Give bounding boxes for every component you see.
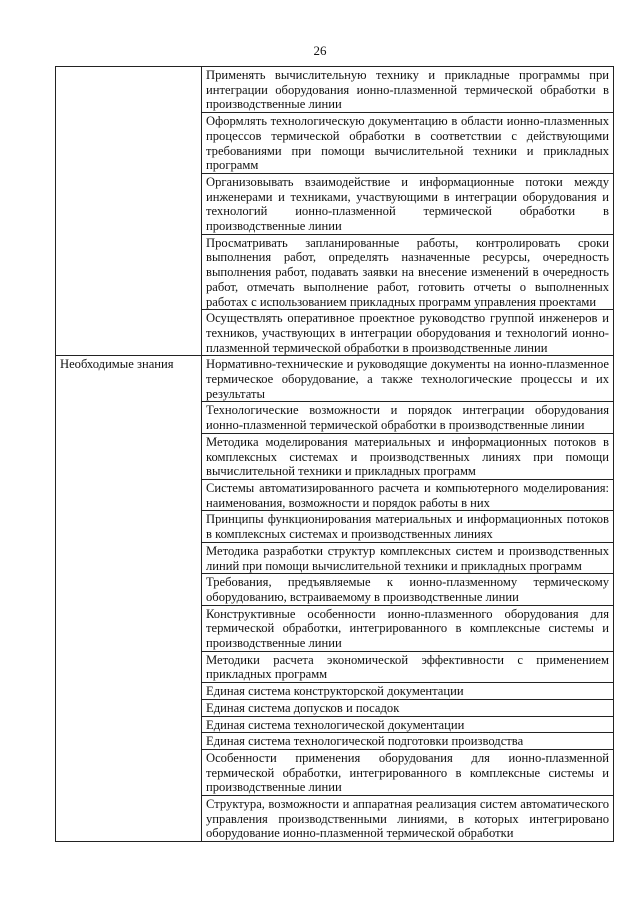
knowledge-item: Единая система технологической подготовки производства [202,733,614,750]
skill-item: Применять вычислительную технику и прикладные программы при интеграции оборудования ионно-плазменной термической обработки в производственные линии [202,67,614,113]
table-row [56,67,614,113]
knowledge-item: Системы автоматизированного расчета и компьютерного моделирования: наименования, возможности и порядок работы в них [202,479,614,510]
knowledge-item: Особенности применения оборудования для ионно-плазменной термической обработки, интегрированного в комплексные системы и производственные линии [202,749,614,795]
skill-item: Осуществлять оперативное проектное руководство группой инженеров и техников, участвующих в интеграции оборудования и технологий ионно-плазменной термической обработки в производственные линии [202,310,614,356]
knowledge-item: Структура, возможности и аппаратная реализация систем автоматического управления производственными линиями, в которых интегрировано оборудование ионно-плазменной термической обработки [202,796,614,842]
knowledge-item: Методика разработки структур комплексных систем и производственных линий при помощи вычислительной техники и прикладных программ [202,542,614,573]
knowledge-item: Требования, предъявляемые к ионно-плазменному термическому оборудованию, встраиваемому в производственные линии [202,574,614,605]
table-row [56,356,614,402]
knowledge-item: Единая система допусков и посадок [202,699,614,716]
skill-item: Оформлять технологическую документацию в области ионно-плазменных процессов термической обработки в соответствии с действующими требованиями при помощи вычислительной техники и прикладных программ [202,113,614,174]
knowledge-item: Технологические возможности и порядок интеграции оборудования ионно-плазменной термической обработки в производственные линии [202,402,614,433]
page-number: 26 [313,43,327,58]
section-label-cell [56,67,202,356]
competency-table [55,66,614,842]
knowledge-item: Методики расчета экономической эффективности с применением прикладных программ [202,651,614,682]
knowledge-item: Методика моделирования материальных и информационных потоков в комплексных системах и производственных линиях при помощи вычислительной техники и прикладных программ [202,433,614,479]
skill-item: Просматривать запланированные работы, контролировать сроки выполнения работ, определять назначенные ресурсы, очередность выполнения работ, подавать заявки на внесение изменений в очередность работ, отмечать выполнение работ, готовить отчеты о выполненных работах с использованием прикладных программ управления проектами [202,234,614,310]
knowledge-item: Принципы функционирования материальных и информационных потоков в комплексных системах и производственных линиях [202,511,614,542]
knowledge-item: Конструктивные особенности ионно-плазменного оборудования для термической обработки, интегрированного в комплексные системы и производственные линии [202,605,614,651]
required-knowledge-label: Необходимые знания [56,356,202,842]
knowledge-item: Нормативно-технические и руководящие документы на ионно-плазменное термическое оборудование, а также технологические процессы и их результаты [202,356,614,402]
knowledge-item: Единая система конструкторской документации [202,683,614,700]
knowledge-item: Единая система технологической документации [202,716,614,733]
competency-table-body [56,67,614,842]
skill-item: Организовывать взаимодействие и информационные потоки между инженерами и техниками, участвующими в интеграции оборудования и технологий ионно-плазменной термической обработки в производственные линии [202,173,614,234]
